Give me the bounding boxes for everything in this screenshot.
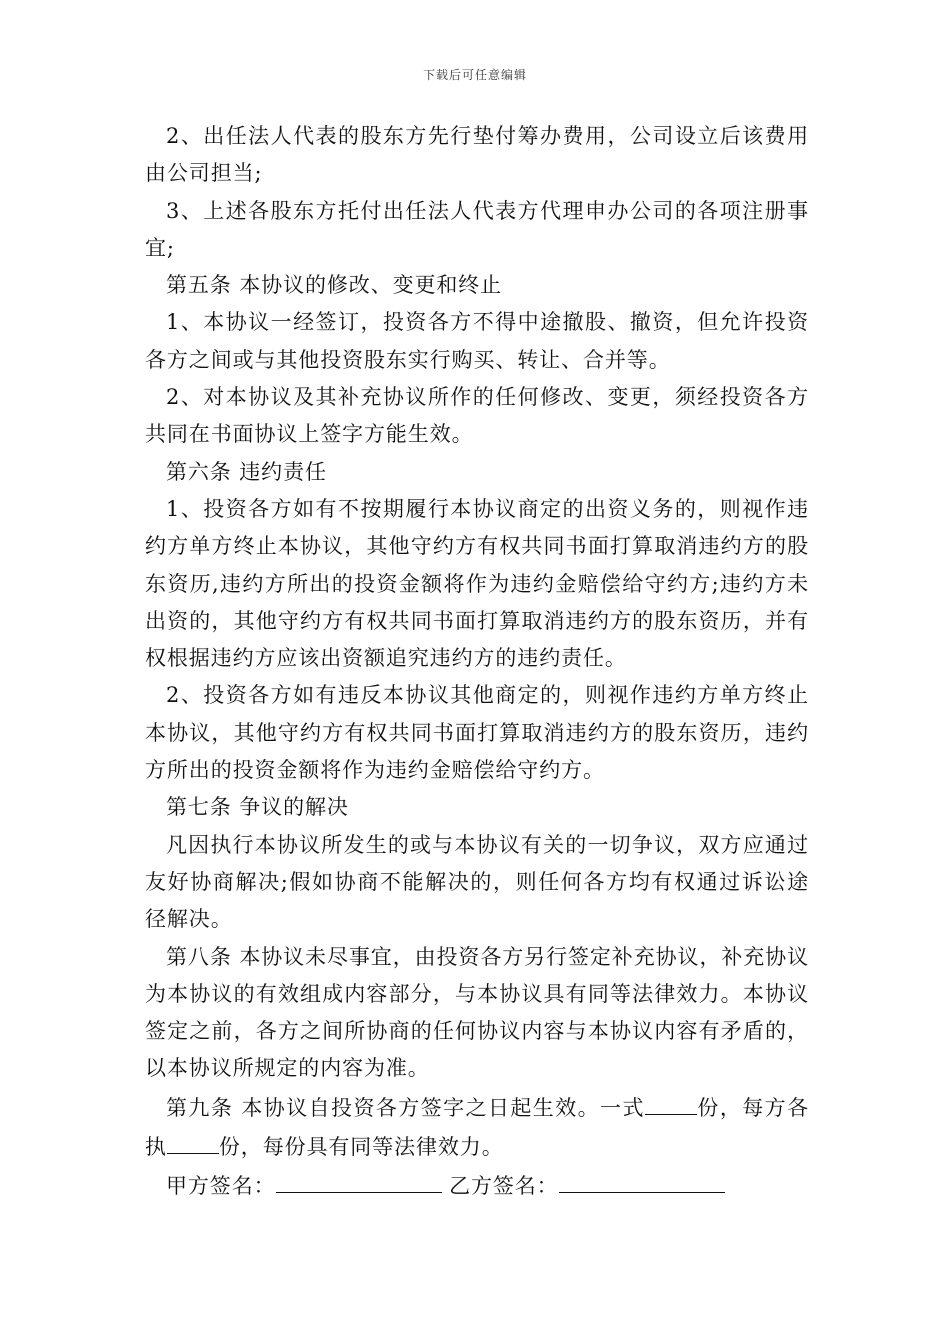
- document-body: [145, 118, 809, 1206]
- page-header: 下载后可任意编辑: [422, 68, 527, 82]
- article-5-heading: 第五条 本协议的修改、变更和终止: [166, 273, 503, 298]
- article-9-part-1: 第九条 本协议自投资各方签字之日起生效。一式: [166, 1095, 645, 1120]
- article-6-clause-1: 1、投资各方如有不按期履行本协议商定的出资义务的，则视作违约方单方终止本协议，其他守约方有权共同书面打算取消违约方的股东资历,违约方所出的投资金额将作为违约金赔偿给守约方;违约方未出资的，其他守约方有权共同书面打算取消违约方的股东资历，并有权根据违约方应该出资额追究违约方的违约责任。: [145, 496, 809, 671]
- article-5-clause-1: 1、本协议一经签订，投资各方不得中途撤股、撤资，但允许投资各方之间或与其他投资股东实行购买、转让、合并等。: [145, 310, 809, 372]
- party-b-signature-label: 乙方签名：: [449, 1174, 559, 1199]
- clause-3-registration: 3、上述各股东方托付出任法人代表方代理申办公司的各项注册事宜;: [145, 198, 809, 260]
- article-5-clause-2: 2、对本协议及其补充协议所作的任何修改、变更，须经投资各方共同在书面协议上签字方能生效。: [145, 385, 809, 447]
- party-a-signature-line: [276, 1166, 442, 1193]
- clause-2-advance-costs: 2、出任法人代表的股东方先行垫付筹办费用，公司设立后该费用由公司担当;: [145, 124, 809, 186]
- article-9: [145, 1088, 809, 1167]
- copies-blank: [645, 1088, 697, 1115]
- article-6-heading: 第六条 违约责任: [166, 459, 327, 484]
- article-9-part-2: 份，每方各执: [145, 1095, 810, 1160]
- article-7-body: 凡因执行本协议所发生的或与本协议有关的一切争议，双方应通过友好协商解决;假如协商不能解决的，则任何各方均有权通过诉讼途径解决。: [145, 832, 809, 932]
- article-7-heading: 第七条 争议的解决: [166, 795, 349, 820]
- party-b-signature-line: [559, 1166, 725, 1193]
- article-8: 第八条 本协议未尽事宜，由投资各方另行签定补充协议，补充协议为本协议的有效组成内容部分，与本协议具有同等法律效力。本协议签定之前，各方之间所协商的任何协议内容与本协议内容有矛盾的，以本协议所规定的内容为准。: [145, 944, 809, 1081]
- article-6-clause-2: 2、投资各方如有违反本协议其他商定的，则视作违约方单方终止本协议，其他守约方有权共同书面打算取消违约方的股东资历，违约方所出的投资金额将作为违约金赔偿给守约方。: [145, 683, 809, 783]
- copies-each-blank: [167, 1127, 219, 1154]
- signature-row: [145, 1166, 809, 1205]
- article-9-part-3: 份，每份具有同等法律效力。: [218, 1135, 504, 1160]
- party-a-signature-label: 甲方签名：: [166, 1174, 276, 1199]
